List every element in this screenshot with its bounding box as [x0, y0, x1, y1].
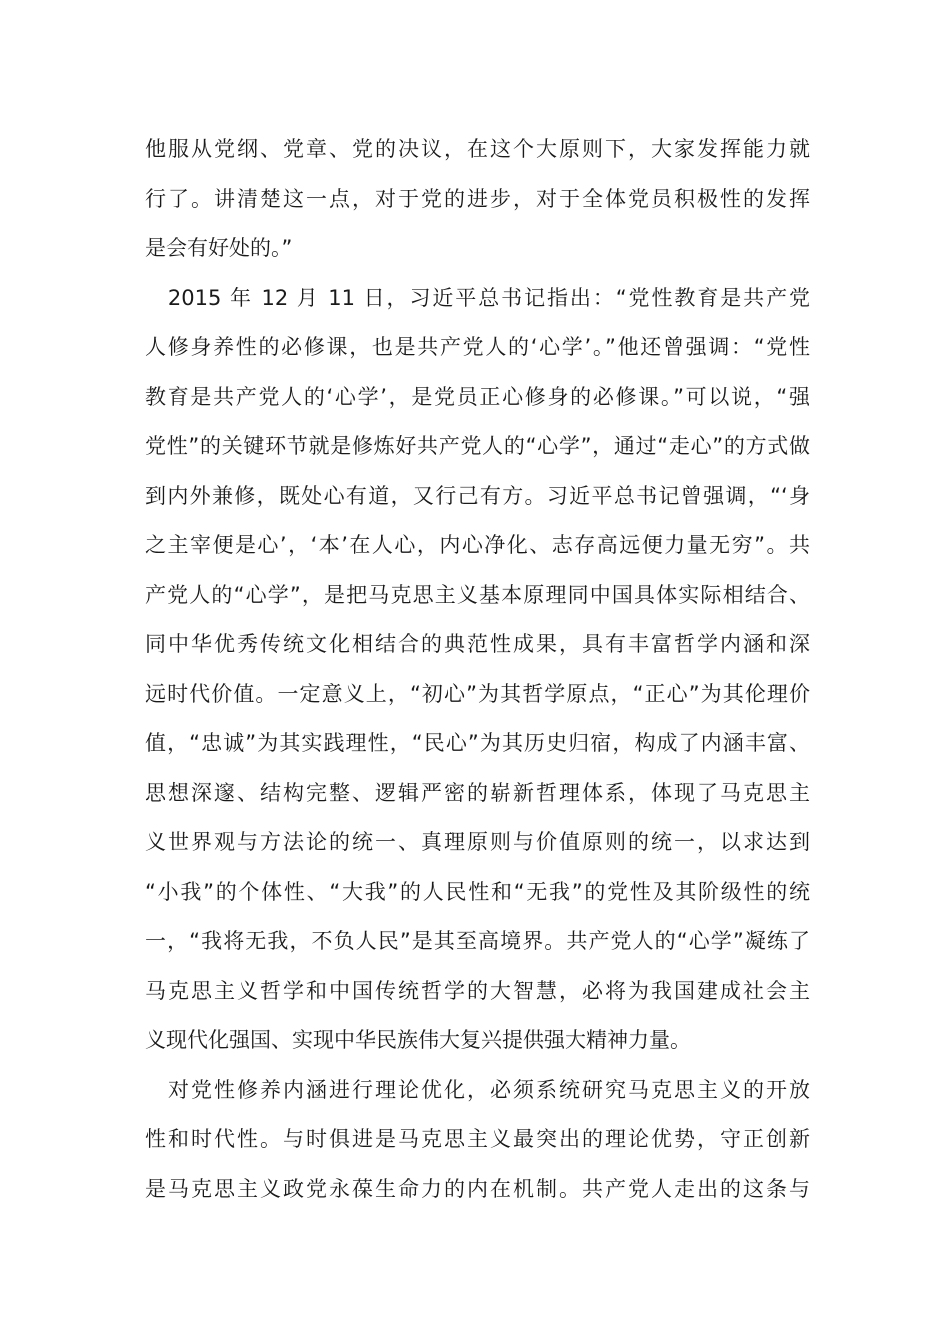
body-text	[145, 125, 810, 1214]
text-line: 人修身养性的必修课，也是共产党人的‘心学’。”他还曾强调：“党性	[145, 335, 810, 359]
text-line: 性和时代性。与时俱进是马克思主义最突出的理论优势，守正创新	[145, 1127, 810, 1151]
text-line: 马克思主义哲学和中国传统哲学的大智慧，必将为我国建成社会主	[145, 978, 810, 1003]
text-line: 党性”的关键环节就是修炼好共产党人的“心学”，通过“走心”的方式做	[145, 434, 810, 458]
text-line: 义现代化强国、实现中华民族伟大复兴提供强大精神力量。	[145, 1028, 691, 1052]
text-line: 义世界观与方法论的统一、真理原则与价值原则的统一，以求达到	[145, 830, 810, 854]
text-line: 值，“忠诚”为其实践理性，“民心”为其历史归宿，构成了内涵丰富、	[145, 731, 810, 755]
text-line: 远时代价值。一定意义上，“初心”为其哲学原点，“正心”为其伦理价	[145, 681, 810, 706]
text-line: 到内外兼修，既处心有道，又行己有方。习近平总书记曾强调，“‘身	[145, 483, 810, 508]
text-line: 同中华优秀传统文化相结合的典范性成果，具有丰富哲学内涵和深	[145, 632, 810, 656]
text-line: 是马克思主义政党永葆生命力的内在机制。共产党人走出的这条与	[145, 1176, 810, 1201]
text-line: 是会有好处的。”	[145, 236, 293, 260]
text-line: “小我”的个体性、“大我”的人民性和“无我”的党性及其阶级性的统	[145, 879, 810, 904]
text-line: 之主宰便是心’，‘本’在人心，内心净化、志存高远便力量无穷”。共	[145, 533, 810, 557]
text-line: 对党性修养内涵进行理论优化，必须系统研究马克思主义的开放	[145, 1077, 810, 1102]
text-line: 一，“我将无我，不负人民”是其至高境界。共产党人的“心学”凝练了	[145, 929, 810, 953]
text-line: 思想深邃、结构完整、逻辑严密的崭新哲理体系，体现了马克思主	[145, 780, 810, 805]
text-line: 产党人的“心学”，是把马克思主义基本原理同中国具体实际相结合、	[145, 582, 810, 607]
text-line: 教育是共产党人的‘心学’，是党员正心修身的必修课。”可以说，“强	[145, 384, 810, 409]
text-line: 他服从党纲、党章、党的决议，在这个大原则下，大家发挥能力就	[145, 137, 810, 161]
text-line: 行了。讲清楚这一点，对于党的进步，对于全体党员积极性的发挥	[145, 186, 810, 211]
text-line: 2015 年 12 月 11 日，习近平总书记指出：“党性教育是共产党	[145, 285, 810, 310]
